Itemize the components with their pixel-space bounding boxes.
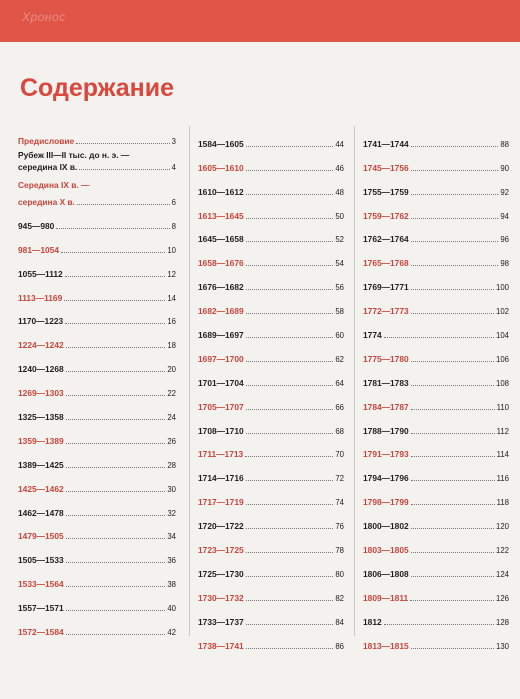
toc-entry-label: 1745—1756 xyxy=(363,162,409,173)
dot-leader xyxy=(411,169,499,171)
toc-entry-label: 1723—1725 xyxy=(198,545,244,556)
toc-entry-page: 38 xyxy=(167,580,176,590)
toc-entry[interactable] xyxy=(359,198,509,222)
toc-entry[interactable] xyxy=(359,150,509,174)
toc-entry-label: 1813—1815 xyxy=(363,640,409,651)
toc-entry-page: 130 xyxy=(495,641,509,651)
toc-entry-label: 1613—1645 xyxy=(198,210,244,221)
toc-entry-page: 82 xyxy=(335,593,344,603)
toc-entry-page: 128 xyxy=(495,617,509,627)
toc-entry-label: 1389—1425 xyxy=(18,459,64,470)
dot-leader xyxy=(66,609,166,611)
toc-entry[interactable] xyxy=(194,556,344,580)
toc-list-col3 xyxy=(359,126,509,652)
toc-entry-label: 1705—1707 xyxy=(198,401,244,412)
toc-entry[interactable] xyxy=(359,508,509,532)
toc-entry[interactable] xyxy=(359,532,509,556)
toc-entry[interactable] xyxy=(359,484,509,508)
toc-entry[interactable] xyxy=(18,327,176,351)
toc-entry-label: 1240—1268 xyxy=(18,364,64,375)
toc-entry-label: 1798—1799 xyxy=(363,497,409,508)
toc-entry[interactable] xyxy=(18,423,176,447)
dot-leader xyxy=(411,240,499,242)
toc-column-3 xyxy=(354,126,509,651)
toc-entry[interactable] xyxy=(359,317,509,341)
toc-entry[interactable] xyxy=(194,580,344,604)
toc-entry-label-cont: середина IX в. xyxy=(18,162,78,172)
toc-entry[interactable] xyxy=(18,351,176,375)
toc-entry-page: 42 xyxy=(167,628,176,638)
toc-entry-page: 8 xyxy=(171,221,176,231)
toc-entry[interactable] xyxy=(359,604,509,628)
toc-entry-page: 56 xyxy=(335,283,344,293)
toc-entry-label: 1325—1358 xyxy=(18,412,64,423)
toc-entry[interactable] xyxy=(359,437,509,461)
dot-leader xyxy=(411,479,495,481)
dot-leader xyxy=(65,275,166,277)
toc-entry-label: 1425—1462 xyxy=(18,483,64,494)
toc-entry-label: 945—980 xyxy=(18,220,55,231)
toc-entry-page: 116 xyxy=(496,474,509,484)
toc-entry-label: 1645—1658 xyxy=(198,234,244,245)
toc-entry-page: 18 xyxy=(167,341,176,351)
toc-entry-label: 1803—1805 xyxy=(363,545,409,556)
dot-leader xyxy=(246,145,334,147)
toc-entry-label: 1791—1793 xyxy=(363,449,409,460)
toc-entry-label: Середина IX в. — xyxy=(18,180,90,190)
toc-entry-label: 1505—1533 xyxy=(18,555,64,566)
dot-leader xyxy=(246,169,334,171)
toc-entry[interactable] xyxy=(18,399,176,423)
toc-entry-page: 80 xyxy=(335,569,344,579)
toc-entry-label: 1676—1682 xyxy=(198,282,244,293)
toc-entry-label: Рубеж III—II тыс. до н. э. — xyxy=(18,150,130,160)
toc-entry[interactable] xyxy=(18,566,176,590)
toc-entry-label: 1725—1730 xyxy=(198,568,244,579)
toc-entry-label: 1738—1741 xyxy=(198,640,244,651)
page-title: Содержание xyxy=(20,74,175,102)
dot-leader xyxy=(56,227,169,229)
toc-entry-label: 1717—1719 xyxy=(198,497,244,508)
toc-entry-page: 28 xyxy=(167,460,176,470)
toc-entry[interactable] xyxy=(359,389,509,413)
toc-entry[interactable] xyxy=(194,317,344,341)
toc-entry[interactable] xyxy=(359,222,509,246)
toc-entry-page: 10 xyxy=(167,245,176,255)
toc-entry[interactable] xyxy=(359,174,509,198)
toc-entry-page: 108 xyxy=(495,378,509,388)
toc-entry-page: 106 xyxy=(495,354,509,364)
dot-leader xyxy=(76,142,169,144)
toc-entry-label: 1462—1478 xyxy=(18,507,64,518)
toc-entry[interactable] xyxy=(18,208,176,232)
toc-entry-label: 1572—1584 xyxy=(18,627,64,638)
dot-leader xyxy=(77,203,170,205)
toc-entry-page: 12 xyxy=(167,269,176,279)
toc-entry[interactable] xyxy=(194,198,344,222)
toc-entry-label: 1113—1169 xyxy=(18,292,63,303)
toc-entry-label: 981—1054 xyxy=(18,244,59,255)
toc-entry-label: 1658—1676 xyxy=(198,258,244,269)
dot-leader xyxy=(246,288,334,290)
toc-entry[interactable] xyxy=(18,304,176,328)
toc-entry[interactable] xyxy=(194,269,344,293)
toc-entry-page: 34 xyxy=(167,532,176,542)
toc-entry[interactable] xyxy=(194,628,344,652)
dot-leader xyxy=(410,599,494,601)
toc-entry-label: 1610—1612 xyxy=(198,186,244,197)
toc-entry-page: 50 xyxy=(335,211,344,221)
toc-entry-page: 44 xyxy=(335,139,344,149)
toc-entry-page: 66 xyxy=(335,402,344,412)
toc-entry-label: 1741—1744 xyxy=(363,138,409,149)
toc-entry-page: 96 xyxy=(500,235,509,245)
toc-entry[interactable] xyxy=(194,222,344,246)
dot-leader xyxy=(246,527,334,529)
dot-leader xyxy=(246,217,334,219)
toc-entry-label: 1809—1811 xyxy=(363,592,409,603)
toc-entry-page: 70 xyxy=(335,450,344,460)
toc-entry[interactable] xyxy=(194,341,344,365)
toc-entry[interactable] xyxy=(359,245,509,269)
header-bar xyxy=(0,0,520,42)
toc-entry-label: 1711—1713 xyxy=(198,449,244,460)
toc-entry[interactable] xyxy=(359,460,509,484)
toc-entry-label: 1720—1722 xyxy=(198,521,244,532)
toc-entry-page: 92 xyxy=(500,187,509,197)
dot-leader xyxy=(411,217,499,219)
dot-leader xyxy=(66,537,166,539)
toc-entry-label: 1733—1737 xyxy=(198,616,244,627)
toc-entry-page: 14 xyxy=(167,293,176,303)
toc-entry-page: 74 xyxy=(335,498,344,508)
dot-leader xyxy=(411,193,499,195)
toc-entry-page: 86 xyxy=(335,641,344,651)
dot-leader xyxy=(411,360,494,362)
toc-entry[interactable] xyxy=(18,471,176,495)
toc-entry[interactable] xyxy=(359,580,509,604)
toc-entry-page: 4 xyxy=(171,163,176,172)
toc-entry[interactable] xyxy=(18,375,176,399)
toc-entry-page: 72 xyxy=(335,474,344,484)
dot-leader xyxy=(246,623,334,625)
dot-leader xyxy=(64,299,165,301)
toc-entry-page: 54 xyxy=(335,259,344,269)
toc-entry[interactable] xyxy=(194,126,344,150)
toc-entry[interactable] xyxy=(18,147,176,173)
dot-leader xyxy=(66,633,166,635)
toc-entry-label: 1605—1610 xyxy=(198,162,244,173)
toc-entry-label: 1765—1768 xyxy=(363,258,409,269)
toc-entry[interactable] xyxy=(18,519,176,543)
dot-leader xyxy=(246,312,334,314)
dot-leader xyxy=(66,466,166,468)
dot-leader xyxy=(246,408,334,410)
toc-entry-label: 1224—1242 xyxy=(18,340,64,351)
toc-list-col1 xyxy=(18,208,176,638)
toc-entry-label: 1557—1571 xyxy=(18,603,64,614)
toc-entry[interactable] xyxy=(194,508,344,532)
toc-entry-page: 98 xyxy=(500,259,509,269)
toc-entry-page: 112 xyxy=(496,426,509,436)
toc-entry-label: 1769—1771 xyxy=(363,282,409,293)
toc-entry-page: 90 xyxy=(500,163,509,173)
toc-entry-label: 1701—1704 xyxy=(198,377,244,388)
toc-entry-page: 48 xyxy=(335,187,344,197)
toc-entry-label: 1775—1780 xyxy=(363,353,409,364)
toc-entry[interactable] xyxy=(18,447,176,471)
dot-leader xyxy=(411,264,499,266)
dot-leader xyxy=(246,503,334,505)
toc-entry[interactable] xyxy=(194,245,344,269)
dot-leader xyxy=(411,312,494,314)
dot-leader xyxy=(246,193,334,195)
toc-entry[interactable] xyxy=(359,556,509,580)
dot-leader xyxy=(411,408,495,410)
toc-entry-page: 102 xyxy=(495,307,509,317)
toc-list-col2 xyxy=(194,126,344,652)
dot-leader xyxy=(411,647,494,649)
toc-entry[interactable] xyxy=(194,365,344,389)
toc-entry-page: 122 xyxy=(495,546,509,556)
dot-leader xyxy=(66,418,166,420)
toc-entry[interactable] xyxy=(359,365,509,389)
dot-leader xyxy=(246,432,334,434)
toc-entry[interactable] xyxy=(359,628,509,652)
toc-entry[interactable] xyxy=(18,280,176,304)
toc-entry-page: 6 xyxy=(171,198,176,207)
toc-entry[interactable] xyxy=(194,604,344,628)
dot-leader xyxy=(66,394,166,396)
toc-entry-page: 68 xyxy=(335,426,344,436)
toc-entry-label: 1682—1689 xyxy=(198,306,244,317)
dot-leader xyxy=(411,551,494,553)
toc-entry-page: 24 xyxy=(167,413,176,423)
dot-leader xyxy=(246,479,334,481)
dot-leader xyxy=(79,168,169,170)
toc-entry-page: 40 xyxy=(167,604,176,614)
toc-entry-page: 62 xyxy=(335,354,344,364)
toc-entry-page: 46 xyxy=(335,163,344,173)
toc-entry[interactable] xyxy=(194,413,344,437)
dot-leader xyxy=(411,575,494,577)
dot-leader xyxy=(66,585,166,587)
toc-entry[interactable] xyxy=(194,150,344,174)
toc-entry-label: 1708—1710 xyxy=(198,425,244,436)
toc-entry-page: 30 xyxy=(167,484,176,494)
toc-entry-label: 1762—1764 xyxy=(363,234,409,245)
toc-entry[interactable] xyxy=(18,614,176,638)
toc-entry-label: 1055—1112 xyxy=(18,268,63,279)
toc-entry-label: 1772—1773 xyxy=(363,306,409,317)
toc-entry[interactable] xyxy=(359,341,509,365)
toc-entry-label: 1806—1808 xyxy=(363,568,409,579)
toc-entry-label: 1359—1389 xyxy=(18,435,64,446)
dot-leader xyxy=(246,336,334,338)
dot-leader xyxy=(65,322,165,324)
dot-leader xyxy=(66,561,166,563)
toc-entry[interactable] xyxy=(359,269,509,293)
toc-entry-page: 22 xyxy=(167,389,176,399)
toc-entry-label: 1774 xyxy=(363,330,382,341)
dot-leader xyxy=(246,360,334,362)
toc-entry-label: 1584—1605 xyxy=(198,138,244,149)
toc-entry[interactable] xyxy=(18,256,176,280)
toc-entry-label: 1781—1783 xyxy=(363,377,409,388)
toc-entry[interactable] xyxy=(194,532,344,556)
dot-leader xyxy=(411,384,494,386)
toc-entry-page: 52 xyxy=(335,235,344,245)
toc-entry[interactable] xyxy=(18,542,176,566)
toc-entry[interactable] xyxy=(194,389,344,413)
dot-leader xyxy=(66,514,166,516)
toc-entry-page: 100 xyxy=(495,283,509,293)
toc-entry-page: 88 xyxy=(500,139,509,149)
toc-entry-page: 78 xyxy=(335,546,344,556)
dot-leader xyxy=(66,346,166,348)
toc-entry[interactable] xyxy=(359,293,509,317)
toc-entry-page: 114 xyxy=(496,450,509,460)
toc-entry-page: 36 xyxy=(167,556,176,566)
dot-leader xyxy=(411,527,494,529)
toc-column-1 xyxy=(18,129,176,638)
toc-entry-page: 26 xyxy=(167,436,176,446)
toc-entry[interactable] xyxy=(194,174,344,198)
dot-leader xyxy=(246,647,334,649)
toc-entry[interactable] xyxy=(194,293,344,317)
toc-entry[interactable] xyxy=(18,495,176,519)
dot-leader xyxy=(384,336,494,338)
toc-entry-label: 1794—1796 xyxy=(363,473,409,484)
toc-entry[interactable] xyxy=(194,484,344,508)
dot-leader xyxy=(61,251,165,253)
toc-entry-page: 126 xyxy=(495,593,509,603)
dot-leader xyxy=(411,455,495,457)
dot-leader xyxy=(411,432,495,434)
toc-entry-label: 1479—1505 xyxy=(18,531,64,542)
toc-entry-label: 1812 xyxy=(363,616,382,627)
toc-entry-page: 32 xyxy=(167,508,176,518)
toc-entry-label: 1689—1697 xyxy=(198,330,244,341)
toc-entry-page: 16 xyxy=(167,317,176,327)
toc-entry-label: 1730—1732 xyxy=(198,592,244,603)
dot-leader xyxy=(246,599,334,601)
toc-entry-page: 104 xyxy=(495,331,509,341)
dot-leader xyxy=(66,442,166,444)
toc-entry-page: 3 xyxy=(171,137,176,146)
toc-entry[interactable] xyxy=(359,413,509,437)
toc-column-2 xyxy=(189,126,344,651)
toc-entry-label: 1755—1759 xyxy=(363,186,409,197)
toc-entry[interactable] xyxy=(194,437,344,461)
toc-entry-page: 84 xyxy=(335,617,344,627)
toc-entry-page: 64 xyxy=(335,378,344,388)
dot-leader xyxy=(246,575,334,577)
dot-leader xyxy=(66,490,166,492)
dot-leader xyxy=(245,455,333,457)
toc-entry-label: 1759—1762 xyxy=(363,210,409,221)
toc-entry-page: 124 xyxy=(495,569,509,579)
toc-entry-label: 1697—1700 xyxy=(198,353,244,364)
toc-entry-page: 20 xyxy=(167,365,176,375)
toc-entry-label: 1714—1716 xyxy=(198,473,244,484)
toc-entry[interactable] xyxy=(18,173,176,208)
dot-leader xyxy=(411,288,494,290)
toc-entry[interactable] xyxy=(194,460,344,484)
dot-leader xyxy=(66,370,166,372)
dot-leader xyxy=(411,145,499,147)
toc-entry-page: 94 xyxy=(500,211,509,221)
dot-leader xyxy=(411,503,495,505)
toc-entry-label: 1170—1223 xyxy=(18,316,64,327)
toc-entry-label-cont: середина X в. xyxy=(18,197,75,207)
toc-entry-label: 1788—1790 xyxy=(363,425,409,436)
toc-entry[interactable] xyxy=(18,129,176,147)
dot-leader xyxy=(246,551,334,553)
running-title: Хронос xyxy=(22,10,66,24)
toc-entry-page: 110 xyxy=(496,402,509,412)
toc-entry-page: 76 xyxy=(335,522,344,532)
dot-leader xyxy=(246,384,334,386)
toc-entry-label: 1784—1787 xyxy=(363,401,409,412)
dot-leader xyxy=(384,623,494,625)
toc-entry-label: 1533—1564 xyxy=(18,579,64,590)
toc-entry-page: 120 xyxy=(495,522,509,532)
toc-entry-page: 60 xyxy=(335,331,344,341)
toc-entry-page: 58 xyxy=(335,307,344,317)
toc-entry-label: Предисловие xyxy=(18,136,75,146)
dot-leader xyxy=(246,264,334,266)
dot-leader xyxy=(246,240,334,242)
toc-entry[interactable] xyxy=(359,126,509,150)
toc-entry-label: 1800—1802 xyxy=(363,521,409,532)
toc-entry[interactable] xyxy=(18,590,176,614)
toc-entry-label: 1269—1303 xyxy=(18,388,64,399)
toc-entry[interactable] xyxy=(18,232,176,256)
toc-entry-page: 118 xyxy=(496,498,509,508)
